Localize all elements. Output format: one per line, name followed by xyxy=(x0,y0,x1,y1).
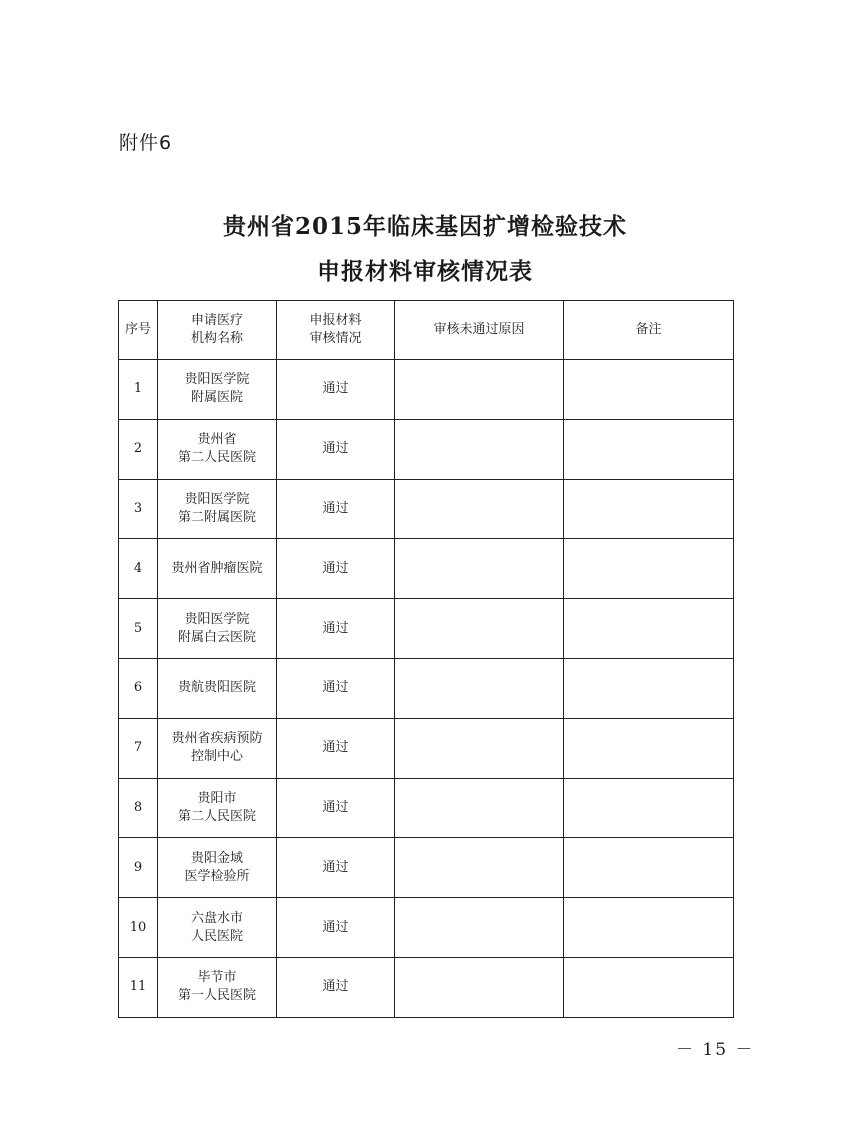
cell-institution xyxy=(158,360,277,420)
cell-review-status: 通过 xyxy=(277,658,395,718)
cell-review-status: 通过 xyxy=(277,360,395,420)
institution-name-line: 第二人民医院 xyxy=(177,808,256,824)
cell-note xyxy=(564,718,734,778)
table-row xyxy=(119,838,734,898)
institution-name-line: 第一人民医院 xyxy=(177,988,256,1004)
institution-name-line: 人民医院 xyxy=(190,928,243,944)
cell-note xyxy=(564,539,734,599)
institution-name-line: 贵阳医学院 xyxy=(184,611,250,627)
institution-name-line: 贵阳市 xyxy=(197,790,237,806)
cell-note xyxy=(564,419,734,479)
table-row xyxy=(119,658,734,718)
institution-name-line: 贵航贵阳医院 xyxy=(177,680,256,696)
table-row xyxy=(119,539,734,599)
header-review-line: 申报材料 xyxy=(309,313,362,328)
cell-seq: 2 xyxy=(119,419,158,479)
cell-review-status: 通过 xyxy=(277,957,395,1017)
cell-reject-reason xyxy=(395,599,564,659)
table-row xyxy=(119,898,734,958)
cell-note xyxy=(564,658,734,718)
header-seq: 序号 xyxy=(119,301,158,360)
cell-seq: 8 xyxy=(119,778,158,838)
header-note: 备注 xyxy=(564,301,734,360)
review-table xyxy=(118,300,734,1018)
institution-name-line: 贵州省疾病预防 xyxy=(171,731,263,747)
institution-name-line: 贵阳医学院 xyxy=(184,491,250,507)
cell-review-status: 通过 xyxy=(277,838,395,898)
cell-reject-reason xyxy=(395,778,564,838)
cell-review-status: 通过 xyxy=(277,898,395,958)
institution-name-line: 六盘水市 xyxy=(190,910,243,926)
document-title-line-2: 申报材料审核情况表 xyxy=(317,258,533,285)
cell-institution xyxy=(158,778,277,838)
cell-seq: 6 xyxy=(119,658,158,718)
cell-seq: 7 xyxy=(119,718,158,778)
institution-name-line: 贵阳金域 xyxy=(190,850,243,866)
table-row xyxy=(119,360,734,420)
attachment-label: 附件6 xyxy=(119,132,173,154)
cell-institution xyxy=(158,718,277,778)
cell-institution xyxy=(158,838,277,898)
cell-reject-reason xyxy=(395,957,564,1017)
institution-name-line: 第二附属医院 xyxy=(177,509,256,525)
cell-review-status: 通过 xyxy=(277,419,395,479)
cell-reject-reason xyxy=(395,419,564,479)
cell-note xyxy=(564,838,734,898)
institution-name-line: 附属医院 xyxy=(190,390,243,406)
institution-name-line: 贵州省 xyxy=(197,432,237,448)
cell-institution xyxy=(158,658,277,718)
table-header-row xyxy=(119,301,734,360)
cell-institution xyxy=(158,898,277,958)
cell-note xyxy=(564,778,734,838)
cell-reject-reason xyxy=(395,360,564,420)
cell-reject-reason xyxy=(395,898,564,958)
cell-institution xyxy=(158,599,277,659)
cell-review-status: 通过 xyxy=(277,718,395,778)
cell-reject-reason xyxy=(395,658,564,718)
document-title-line-1: 贵州省2015年临床基因扩增检验技术 xyxy=(222,213,627,240)
institution-name-line: 贵州省肿瘤医院 xyxy=(171,560,263,576)
table-row xyxy=(119,778,734,838)
cell-reject-reason xyxy=(395,479,564,539)
cell-review-status: 通过 xyxy=(277,599,395,659)
header-institution xyxy=(158,301,277,360)
table-row xyxy=(119,479,734,539)
cell-seq: 1 xyxy=(119,360,158,420)
table-row xyxy=(119,419,734,479)
cell-review-status: 通过 xyxy=(277,479,395,539)
cell-institution xyxy=(158,539,277,599)
institution-name-line: 贵阳医学院 xyxy=(184,372,250,388)
table-row xyxy=(119,599,734,659)
cell-note xyxy=(564,898,734,958)
cell-seq: 10 xyxy=(119,898,158,958)
cell-reject-reason xyxy=(395,838,564,898)
cell-seq: 4 xyxy=(119,539,158,599)
cell-institution xyxy=(158,957,277,1017)
cell-review-status: 通过 xyxy=(277,778,395,838)
cell-seq: 3 xyxy=(119,479,158,539)
cell-reject-reason xyxy=(395,539,564,599)
institution-name-line: 控制中心 xyxy=(190,749,243,765)
cell-seq: 11 xyxy=(119,957,158,1017)
header-institution-line: 机构名称 xyxy=(190,331,243,346)
header-institution-line: 申请医疗 xyxy=(190,313,243,328)
cell-note xyxy=(564,957,734,1017)
cell-institution xyxy=(158,419,277,479)
cell-seq: 5 xyxy=(119,599,158,659)
cell-note xyxy=(564,360,734,420)
header-review-status xyxy=(277,301,395,360)
table-body xyxy=(119,360,734,1018)
institution-name-line: 附属白云医院 xyxy=(177,629,256,645)
institution-name-line: 第二人民医院 xyxy=(177,450,256,466)
header-review-line: 审核情况 xyxy=(309,331,362,346)
institution-name-line: 毕节市 xyxy=(197,970,237,986)
table-row xyxy=(119,718,734,778)
cell-review-status: 通过 xyxy=(277,539,395,599)
cell-seq: 9 xyxy=(119,838,158,898)
header-reject-reason: 审核未通过原因 xyxy=(395,301,564,360)
page-number: － 15 － xyxy=(676,1040,755,1060)
table-row xyxy=(119,957,734,1017)
cell-note xyxy=(564,479,734,539)
institution-name-line: 医学检验所 xyxy=(184,868,250,884)
cell-reject-reason xyxy=(395,718,564,778)
cell-note xyxy=(564,599,734,659)
cell-institution xyxy=(158,479,277,539)
